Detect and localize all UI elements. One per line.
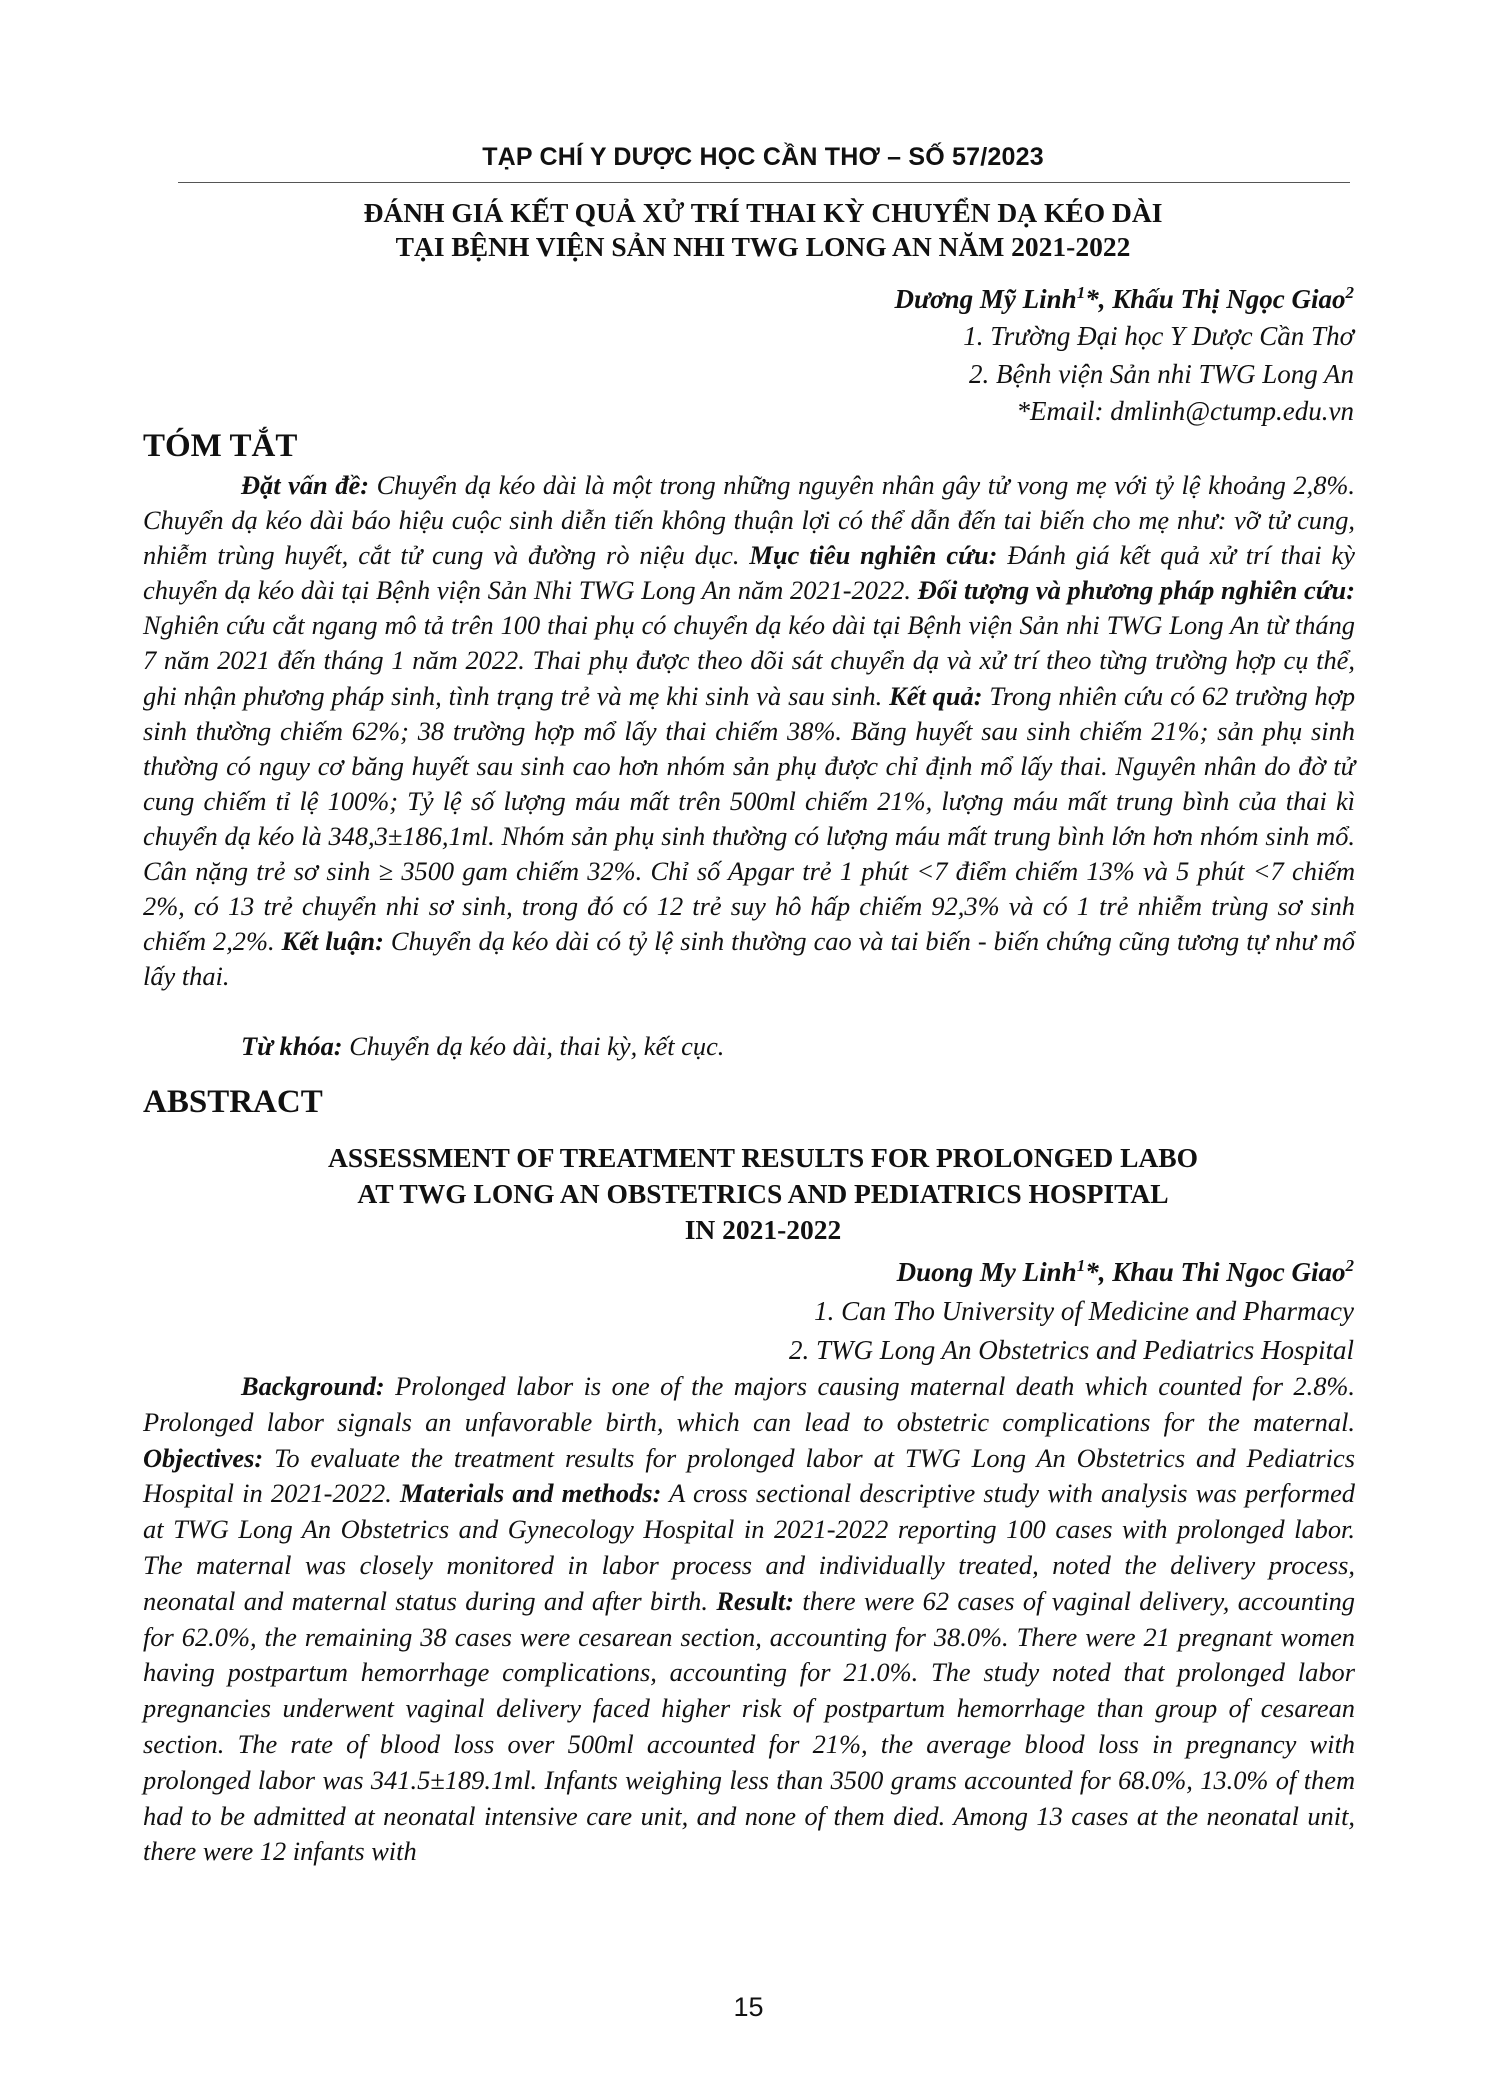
vn-affiliation-2: 2. Bệnh viện Sản nhi TWG Long An bbox=[969, 359, 1354, 389]
en-affiliation-2: 2. TWG Long An Obstetrics and Pediatrics Hospital bbox=[788, 1335, 1354, 1365]
vn-label-methods: Đối tượng và phương pháp nghiên cứu: bbox=[917, 575, 1355, 606]
vn-label-background: Đặt vấn đề: bbox=[241, 470, 370, 500]
en-authors bbox=[897, 1255, 1354, 1289]
vn-title-line-2: TẠI BỆNH VIỆN SẢN NHI TWG LONG AN NĂM 2021-2022 bbox=[395, 231, 1131, 262]
en-title-line-1: ASSESSMENT OF TREATMENT RESULTS FOR PROLONGED LABO bbox=[327, 1142, 1199, 1173]
en-label-objectives: Objectives: bbox=[143, 1442, 264, 1473]
vn-abstract-paragraph bbox=[143, 468, 1355, 994]
en-text-results: there were 62 cases of vaginal delivery, accounting for 62.0%, the remaining 38 cases were cesarean section, accounting for 38.0%. There were 21 pregnant women having postpartum hemorrhage complications, accounting for 21.0%. The study noted that prolonged labor pregnancies underwent vaginal delivery faced higher risk of postpartum hemorrhage than group of cesarean section. The rate of blood loss over 500ml accounted for 21%, the average blood loss in pregnancy with prolonged labor was 341.5±189.1ml. Infants weighing less than 3500 grams accounted for 68.0%, 13.0% of them had to be admitted at neonatal intensive care unit, and none of them died. Among 13 cases at the neonatal unit, there were 12 infants with bbox=[143, 1585, 1355, 1867]
vn-label-results: Kết quả: bbox=[889, 680, 983, 711]
en-author-1: Duong My Linh bbox=[896, 1257, 1077, 1287]
journal-header: TẠP CHÍ Y DƯỢC HỌC CẦN THƠ – SỐ 57/2023 bbox=[482, 143, 1044, 171]
en-section-heading: ABSTRACT bbox=[143, 1084, 323, 1120]
vn-keywords-label: Từ khóa: bbox=[241, 1031, 343, 1061]
en-title-line-2: AT TWG LONG AN OBSTETRICS AND PEDIATRICS HOSPITAL bbox=[357, 1178, 1169, 1209]
vn-text-background: Chuyển dạ kéo dài là một trong những nguyên nhân gây tử vong mẹ với tỷ lệ khoảng 2,8%. Chuyển dạ kéo dài báo hiệu cuộc sinh diễn tiến không thuận lợi có thể dẫn đến tai biến cho mẹ như: vỡ tử cung, nhiễm trùng huyết, cắt tử cung và đường rò niệu dục. bbox=[143, 470, 1355, 571]
en-abstract-paragraph bbox=[143, 1369, 1355, 1870]
vn-text-methods: Nghiên cứu cắt ngang mô tả trên 100 thai phụ có chuyển dạ kéo dài tại Bệnh viện Sản nhi TWG Long An từ tháng 7 năm 2021 đến tháng 1 năm 2022. Thai phụ được theo dõi sát chuyển dạ và xử trí theo từng trường hợp cụ thể, ghi nhận phương pháp sinh, tình trạng trẻ và mẹ khi sinh và sau sinh. bbox=[143, 610, 1355, 711]
vn-section-heading: TÓM TẮT bbox=[143, 428, 298, 464]
page-number: 15 bbox=[733, 1992, 764, 2022]
vn-keywords bbox=[241, 1031, 724, 1062]
vn-authors bbox=[895, 282, 1355, 316]
vn-email: *Email: dmlinh@ctump.edu.vn bbox=[1016, 396, 1354, 426]
vn-author-1: Dương Mỹ Linh bbox=[894, 284, 1077, 314]
en-author-2-sup: 2 bbox=[1345, 1256, 1354, 1275]
en-label-methods: Materials and methods: bbox=[400, 1478, 662, 1509]
en-title-line-3: IN 2021-2022 bbox=[684, 1214, 842, 1245]
en-label-background: Background: bbox=[241, 1371, 385, 1401]
vn-title-line-1: ĐÁNH GIÁ KẾT QUẢ XỬ TRÍ THAI KỲ CHUYỂN DẠ KÉO DÀI bbox=[363, 197, 1163, 228]
vn-author-2: Khấu Thị Ngọc Giao bbox=[1112, 284, 1346, 314]
en-label-results: Result: bbox=[716, 1585, 795, 1616]
vn-label-objectives: Mục tiêu nghiên cứu: bbox=[749, 540, 998, 571]
vn-text-objectives: Đánh giá kết quả xử trí thai kỳ chuyển dạ kéo dài tại Bệnh viện Sản Nhi TWG Long An năm 2021-2022. bbox=[143, 540, 1355, 606]
vn-keywords-text: Chuyển dạ kéo dài, thai kỳ, kết cục. bbox=[342, 1031, 725, 1061]
vn-author-sep: *, bbox=[1085, 284, 1113, 314]
en-author-2: Khau Thi Ngoc Giao bbox=[1112, 1257, 1346, 1287]
vn-text-conclusion: Chuyển dạ kéo dài có tỷ lệ sinh thường cao và tai biến - biến chứng cũng tương tự như mổ lấy thai. bbox=[143, 926, 1355, 992]
vn-label-conclusion: Kết luận: bbox=[281, 926, 384, 957]
vn-affiliation-1: 1. Trường Đại học Y Dược Cần Thơ bbox=[963, 321, 1354, 351]
vn-author-2-sup: 2 bbox=[1345, 283, 1354, 302]
en-text-objectives: To evaluate the treatment results for prolonged labor at TWG Long An Obstetrics and Pediatrics Hospital in 2021-2022. bbox=[143, 1442, 1355, 1509]
en-text-background: Prolonged labor is one of the majors causing maternal death which counted for 2.8%. Prolonged labor signals an unfavorable birth, which can lead to obstetric complications for the maternal. bbox=[143, 1371, 1355, 1437]
en-text-methods: A cross sectional descriptive study with analysis was performed at TWG Long An Obstetrics and Gynecology Hospital in 2021-2022 reporting 100 cases with prolonged labor. The maternal was closely monitored in labor process and individually treated, noted the delivery process, neonatal and maternal status during and after birth. bbox=[143, 1478, 1355, 1616]
en-affiliation-1: 1. Can Tho University of Medicine and Pharmacy bbox=[814, 1296, 1354, 1326]
en-author-1-sup: 1 bbox=[1076, 1256, 1086, 1275]
vn-text-results: Trong nhiên cứu có 62 trường hợp sinh thường chiếm 62%; 38 trường hợp mổ lấy thai chiếm 38%. Băng huyết sau sinh chiếm 21%; sản phụ sinh thường có nguy cơ băng huyết sau sinh cao hơn nhóm sản phụ được chỉ định mổ lấy thai. Nguyên nhân do đờ tử cung chiếm tỉ lệ 100%; Tỷ lệ số lượng máu mất trên 500ml chiếm 21%, lượng máu mất trung bình của thai kì chuyển dạ kéo là 348,3±186,1ml. Nhóm sản phụ sinh thường có lượng máu mất trung bình lớn hơn nhóm sinh mổ. Cân nặng trẻ sơ sinh ≥ 3500 gam chiếm 32%. Chỉ số Apgar trẻ 1 phút <7 điểm chiếm 13% và 5 phút <7 chiếm 2%, có 13 trẻ chuyển nhi sơ sinh, trong đó có 12 trẻ suy hô hấp chiếm 92,3% và có 1 trẻ nhiễm trùng sơ sinh chiếm 2,2%. bbox=[143, 680, 1356, 957]
header-rule bbox=[178, 182, 1350, 183]
vn-author-1-sup: 1 bbox=[1076, 283, 1086, 302]
en-author-sep: *, bbox=[1085, 1257, 1113, 1287]
